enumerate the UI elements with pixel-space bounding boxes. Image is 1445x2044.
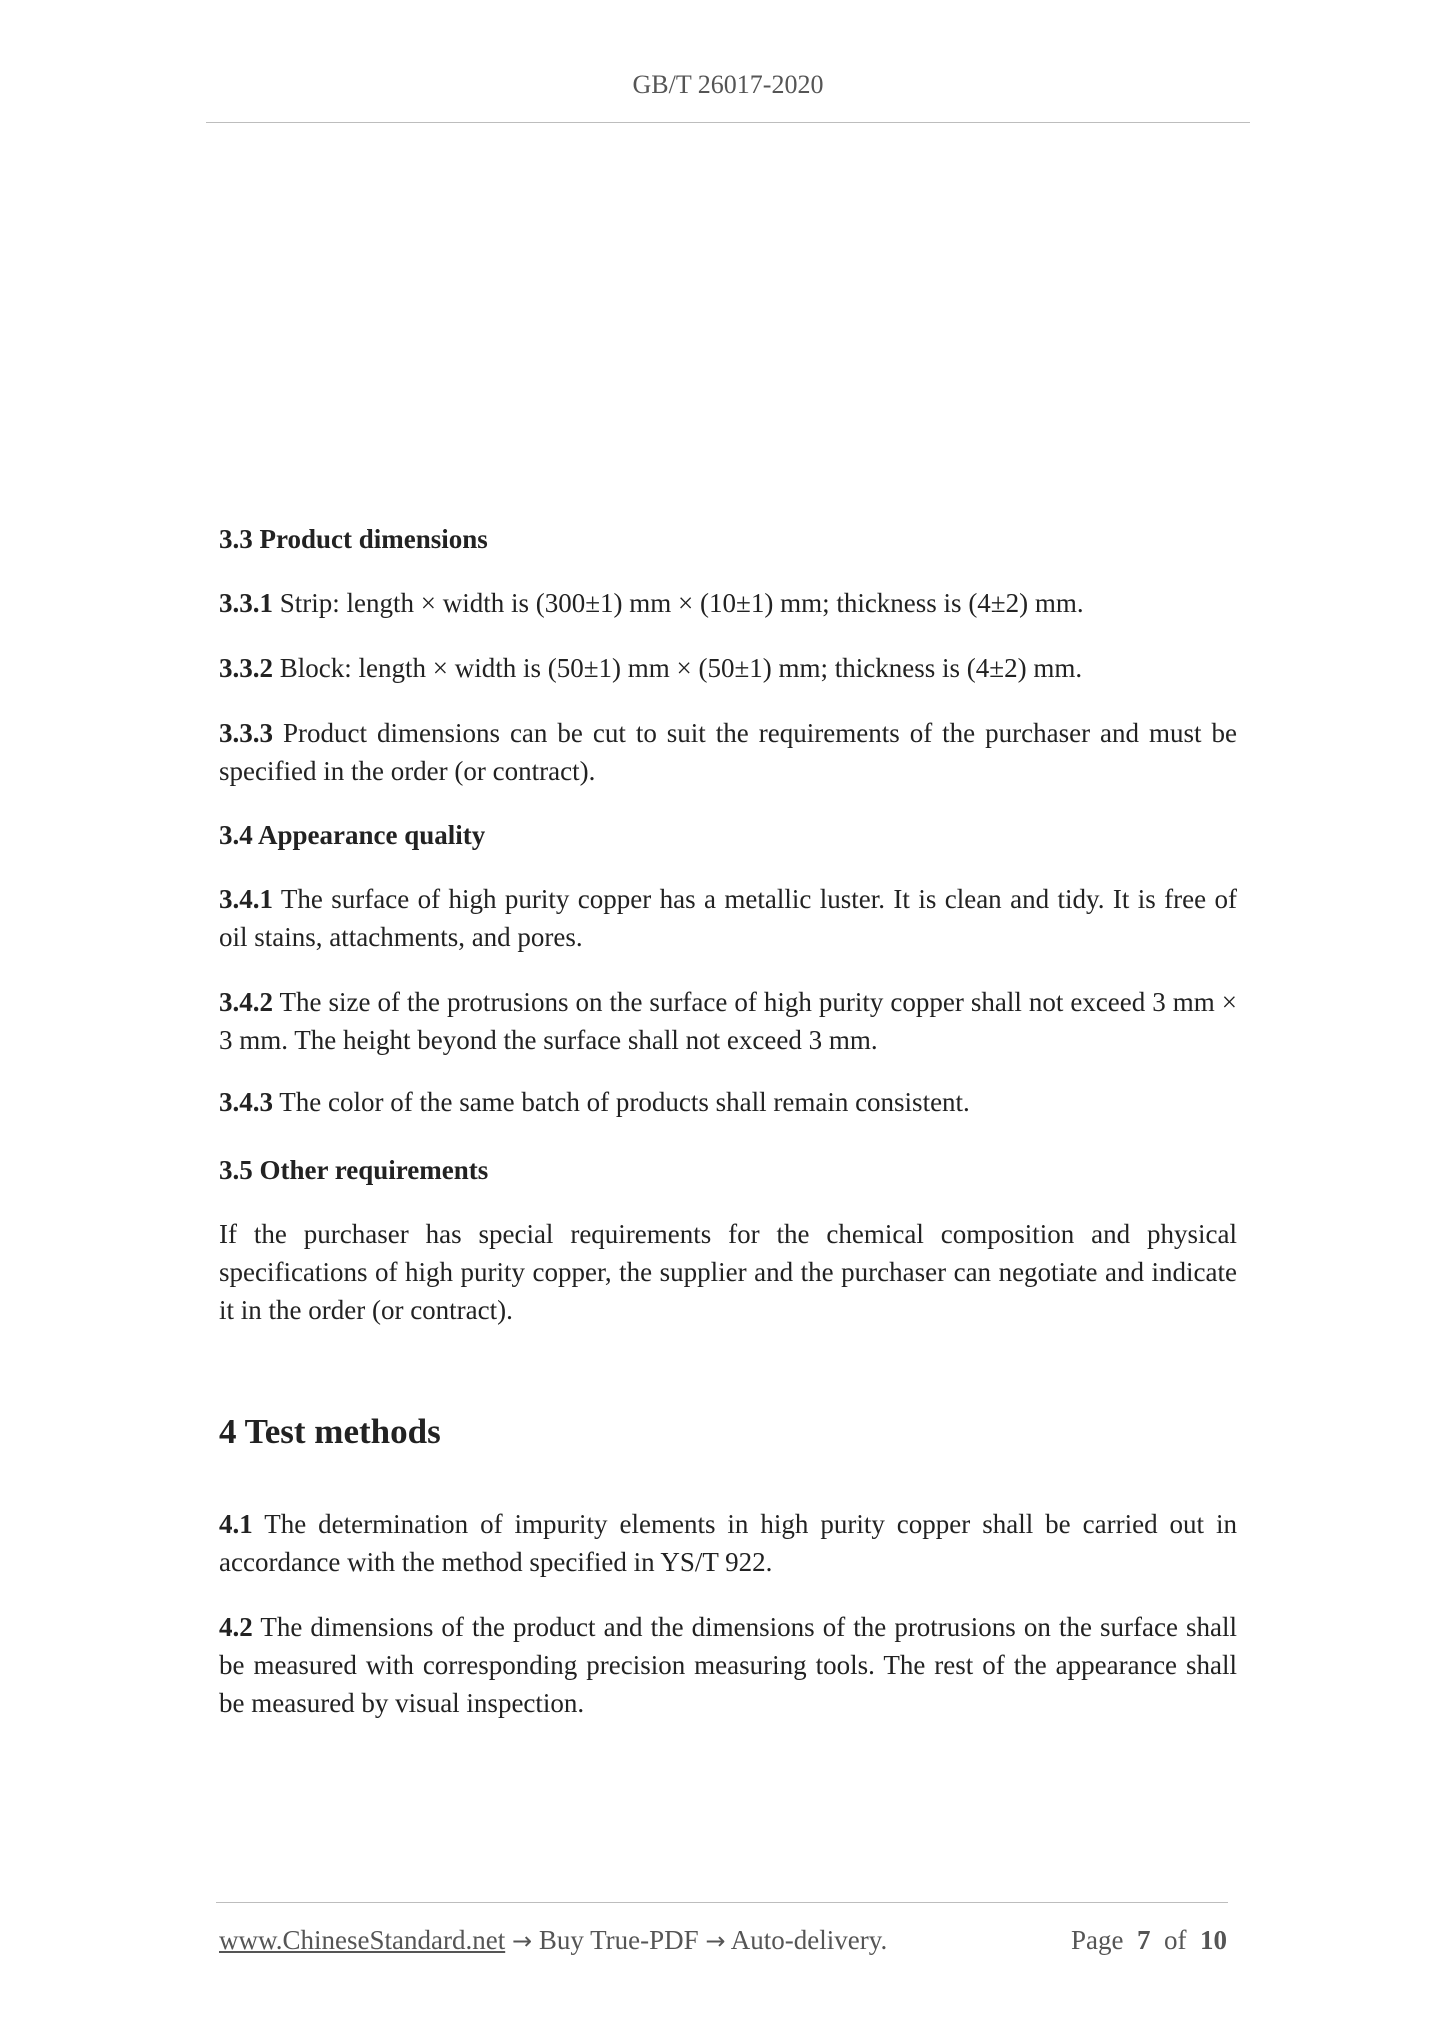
paragraph-4-2 bbox=[219, 1608, 1237, 1722]
page-header-title: GB/T 26017-2020 bbox=[632, 70, 824, 99]
clause-number: 3.3.3 bbox=[219, 718, 273, 748]
paragraph-3-4-2 bbox=[219, 983, 1237, 1059]
arrow-right-icon: → bbox=[511, 1927, 533, 1955]
clause-number: 3.4.1 bbox=[219, 884, 273, 914]
paragraph-3-4-1 bbox=[219, 880, 1237, 956]
website-link[interactable]: www.ChineseStandard.net bbox=[219, 1925, 506, 1955]
clause-number: 4.1 bbox=[219, 1509, 253, 1539]
clause-text: Strip: length × width is (300±1) mm × (10±1) mm; thickness is (4±2) mm. bbox=[273, 588, 1084, 618]
paragraph-4-1 bbox=[219, 1505, 1237, 1581]
clause-number: 3.4.3 bbox=[219, 1087, 273, 1117]
clause-text: The color of the same batch of products shall remain consistent. bbox=[273, 1087, 970, 1117]
clause-text: Block: length × width is (50±1) mm × (50±1) mm; thickness is (4±2) mm. bbox=[273, 653, 1083, 683]
clause-text: Product dimensions can be cut to suit the requirements of the purchaser and must be specified in the order (or contract). bbox=[219, 718, 1237, 786]
footer-promo bbox=[219, 1922, 887, 1959]
auto-delivery-text: Auto-delivery. bbox=[725, 1925, 888, 1955]
paragraph-3-3-2 bbox=[219, 649, 1237, 687]
footer-divider bbox=[216, 1902, 1228, 1903]
total-page-number: 10 bbox=[1200, 1925, 1227, 1955]
paragraph-3-3-3 bbox=[219, 714, 1237, 790]
arrow-right-icon: → bbox=[705, 1927, 726, 1955]
section-3-4-heading: 3.4 Appearance quality bbox=[219, 820, 486, 850]
of-label: of bbox=[1164, 1925, 1187, 1955]
clause-number: 3.3.2 bbox=[219, 653, 273, 683]
page-indicator bbox=[1071, 1922, 1227, 1958]
header-divider bbox=[206, 122, 1250, 123]
section-3-5-heading: 3.5 Other requirements bbox=[219, 1155, 489, 1185]
paragraph-3-4-3 bbox=[219, 1083, 1237, 1121]
current-page-number: 7 bbox=[1137, 1925, 1151, 1955]
clause-number: 4.2 bbox=[219, 1612, 253, 1642]
clause-number: 3.4.2 bbox=[219, 987, 273, 1017]
buy-pdf-text: Buy True-PDF bbox=[532, 1925, 706, 1955]
page-label: Page bbox=[1071, 1925, 1124, 1955]
paragraph-3-3-1 bbox=[219, 584, 1237, 622]
section-4-heading: 4 Test methods bbox=[219, 1412, 441, 1451]
clause-text: The surface of high purity copper has a metallic luster. It is clean and tidy. It is free of oil stains, attachments, and pores. bbox=[219, 884, 1237, 952]
clause-text: The determination of impurity elements in high purity copper shall be carried out in accordance with the method specified in YS/T 922. bbox=[219, 1509, 1237, 1577]
clause-text: The dimensions of the product and the dimensions of the protrusions on the surface shall be measured with corresponding precision measuring tools. The rest of the appearance shall be measured by visual inspection. bbox=[219, 1612, 1237, 1718]
paragraph-3-5: If the purchaser has special requirements for the chemical composition and physical specifications of high purity copper, the supplier and the purchaser can negotiate and indicate it in the order (or contract). bbox=[219, 1219, 1237, 1325]
clause-number: 3.3.1 bbox=[219, 588, 273, 618]
clause-text: The size of the protrusions on the surface of high purity copper shall not exceed 3 mm × 3 mm. The height beyond the surface shall not exceed 3 mm. bbox=[219, 987, 1237, 1055]
section-3-3-heading: 3.3 Product dimensions bbox=[219, 524, 488, 554]
